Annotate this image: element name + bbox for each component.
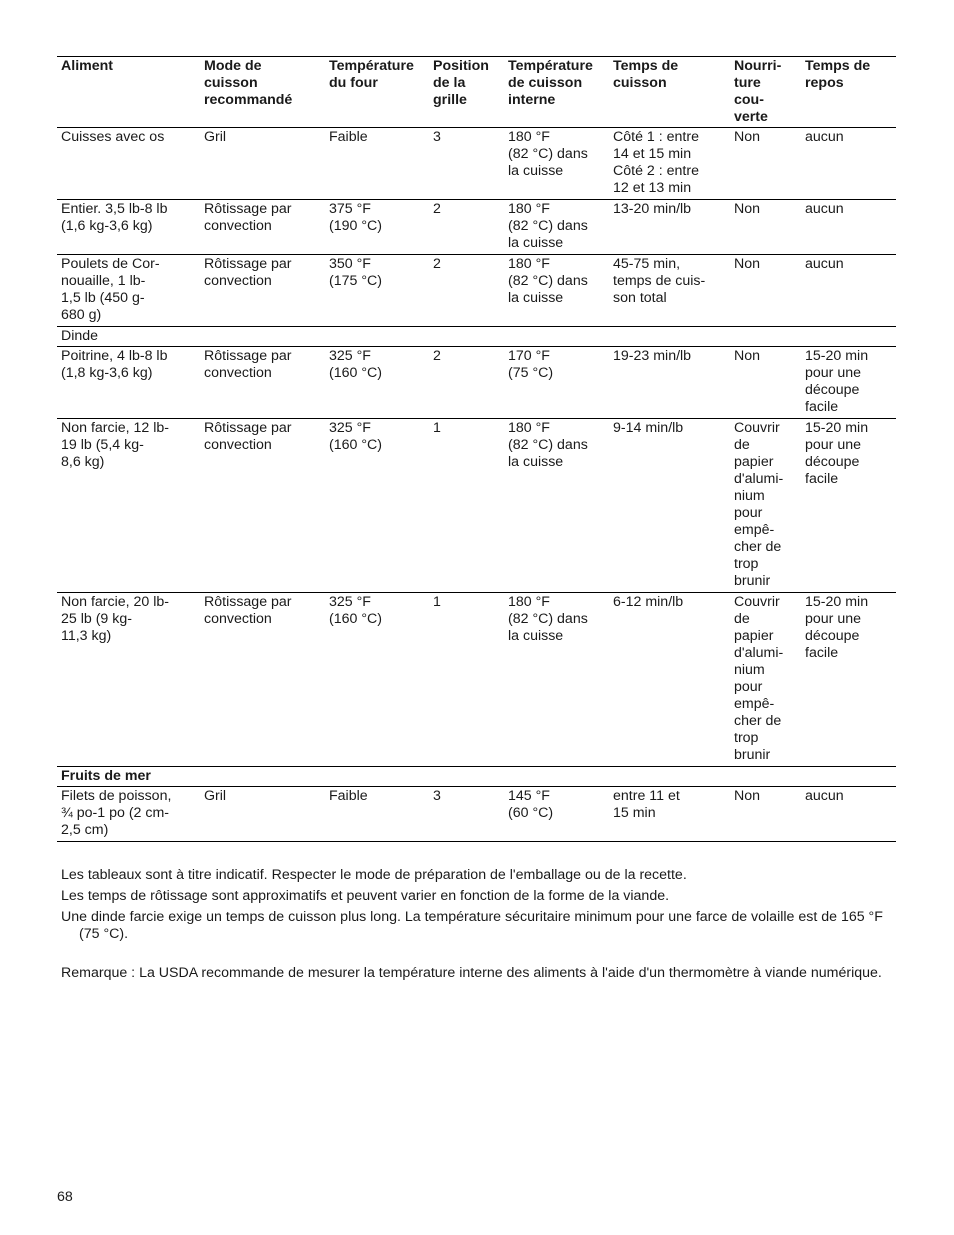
- table-cell: [801, 128, 896, 200]
- table-cell: [429, 419, 504, 593]
- table-cell: [200, 419, 325, 593]
- cell-text: Non: [734, 348, 761, 364]
- cell-text: Non: [734, 201, 761, 217]
- table-cell: [504, 593, 609, 767]
- cell-text: 1: [433, 594, 441, 610]
- cell-text: aucun: [805, 256, 844, 272]
- cell-text: 180 °F (82 °C) dans la cuisse: [508, 420, 588, 470]
- table-cell: [730, 347, 801, 419]
- cell-text: Non farcie, 20 lb- 25 lb (9 kg- 11,3 kg): [61, 594, 170, 644]
- column-header: [730, 57, 801, 128]
- section-row: [57, 767, 896, 787]
- table-cell: [57, 593, 200, 767]
- column-header: [429, 57, 504, 128]
- cell-text: Gril: [204, 129, 227, 145]
- cell-text: 325 °F (160 °C): [329, 420, 382, 453]
- table-cell: [57, 200, 200, 255]
- table-cell: [730, 593, 801, 767]
- table-cell: [730, 787, 801, 842]
- cell-text: Faible: [329, 129, 368, 145]
- table-cell: [325, 419, 429, 593]
- table-cell: [429, 593, 504, 767]
- table-cell: [325, 255, 429, 327]
- table-cell: [801, 255, 896, 327]
- table-cell: [609, 200, 730, 255]
- table-cell: [801, 593, 896, 767]
- note-text: Une dinde farcie exige un temps de cuisson plus long. La température sécuritaire minimum pour une farce de volaille est de 165 °F (75 °C).: [61, 909, 883, 942]
- page-number: 68: [57, 1189, 73, 1205]
- header-row: [57, 57, 896, 128]
- cell-text: 9-14 min/lb: [613, 420, 684, 436]
- section-label: Fruits de mer: [57, 767, 896, 787]
- column-header: [801, 57, 896, 128]
- table-row: [57, 419, 896, 593]
- table-cell: [504, 787, 609, 842]
- table-cell: [504, 128, 609, 200]
- cell-text: 19-23 min/lb: [613, 348, 692, 364]
- table-cell: [325, 593, 429, 767]
- table-cell: [504, 255, 609, 327]
- table-cell: [325, 347, 429, 419]
- cell-text: Poitrine, 4 lb-8 lb (1,8 kg-3,6 kg): [61, 348, 168, 381]
- column-header-label: Aliment: [61, 58, 114, 74]
- column-header-label: Temps de repos: [805, 58, 871, 91]
- cell-text: aucun: [805, 201, 844, 217]
- cell-text: Rôtissage par convection: [204, 420, 292, 453]
- table-cell: [200, 128, 325, 200]
- column-header: [325, 57, 429, 128]
- cell-text: Rôtissage par convection: [204, 256, 292, 289]
- column-header: [200, 57, 325, 128]
- cell-text: Cuisses avec os: [61, 129, 165, 145]
- table-cell: [504, 200, 609, 255]
- cell-text: 325 °F (160 °C): [329, 348, 382, 381]
- note-text: Les tableaux sont à titre indicatif. Respecter le mode de préparation de l'emballage ou de la recette.: [61, 867, 687, 883]
- table-cell: [730, 419, 801, 593]
- table-row: [57, 255, 896, 327]
- table-cell: [609, 787, 730, 842]
- table-cell: [57, 255, 200, 327]
- cell-text: 15-20 min pour une découpe facile: [805, 348, 869, 415]
- table-row: [57, 787, 896, 842]
- cell-text: 6-12 min/lb: [613, 594, 684, 610]
- table-cell: [325, 200, 429, 255]
- column-header-label: Nourri- ture cou- verte: [734, 58, 782, 125]
- cell-text: Non: [734, 788, 761, 804]
- table-cell: [609, 128, 730, 200]
- note-text: Les temps de rôtissage sont approximatifs et peuvent varier en fonction de la forme de la viande.: [61, 888, 670, 904]
- table-cell: [429, 128, 504, 200]
- table-cell: [801, 787, 896, 842]
- column-header: [504, 57, 609, 128]
- column-header: [57, 57, 200, 128]
- cell-text: Entier. 3,5 lb-8 lb (1,6 kg-3,6 kg): [61, 201, 168, 234]
- cell-text: 2: [433, 256, 441, 272]
- cell-text: aucun: [805, 129, 844, 145]
- table-cell: [57, 347, 200, 419]
- cell-text: Faible: [329, 788, 368, 804]
- cell-text: 2: [433, 348, 441, 364]
- cell-text: 15-20 min pour une découpe facile: [805, 420, 869, 487]
- cell-text: Poulets de Cor- nouaille, 1 lb- 1,5 lb (450 g- 680 g): [61, 256, 160, 323]
- column-header-label: Mode de cuisson recommandé: [204, 58, 293, 108]
- table-cell: [730, 255, 801, 327]
- section-label: Dinde: [57, 327, 896, 347]
- cell-text: 180 °F (82 °C) dans la cuisse: [508, 201, 588, 251]
- remark-text: Remarque : La USDA recommande de mesurer la température interne des aliments à l'aide d'un thermomètre à viande numérique.: [61, 965, 882, 981]
- cell-text: Non farcie, 12 lb- 19 lb (5,4 kg- 8,6 kg): [61, 420, 170, 470]
- table-row: [57, 128, 896, 200]
- table-cell: [801, 200, 896, 255]
- cell-text: Gril: [204, 788, 227, 804]
- cell-text: Rôtissage par convection: [204, 594, 292, 627]
- cell-text: 180 °F (82 °C) dans la cuisse: [508, 594, 588, 644]
- cell-text: 170 °F (75 °C): [508, 348, 554, 381]
- cell-text: Couvrir de papier d'alumi- nium pour empê- cher de trop brunir: [734, 420, 784, 589]
- table-row: [57, 200, 896, 255]
- table-cell: [325, 787, 429, 842]
- cell-text: 145 °F (60 °C): [508, 788, 554, 821]
- cell-text: Filets de poisson, ¾ po-1 po (2 cm- 2,5 cm): [61, 788, 172, 838]
- cell-text: Rôtissage par convection: [204, 348, 292, 381]
- table-cell: [609, 347, 730, 419]
- table-cell: [200, 255, 325, 327]
- table-row: [57, 593, 896, 767]
- table-cell: [57, 787, 200, 842]
- cell-text: 325 °F (160 °C): [329, 594, 382, 627]
- cell-text: 2: [433, 201, 441, 217]
- table-cell: [730, 128, 801, 200]
- cell-text: 15-20 min pour une découpe facile: [805, 594, 869, 661]
- table-cell: [200, 347, 325, 419]
- table-cell: [801, 419, 896, 593]
- cell-text: 45-75 min, temps de cuis- son total: [613, 256, 706, 306]
- cell-text: Non: [734, 256, 761, 272]
- table-header: [57, 57, 896, 128]
- cell-text: 180 °F (82 °C) dans la cuisse: [508, 256, 588, 306]
- table-row: [57, 347, 896, 419]
- cell-text: 350 °F (175 °C): [329, 256, 382, 289]
- cell-text: Couvrir de papier d'alumi- nium pour empê- cher de trop brunir: [734, 594, 784, 763]
- column-header: [609, 57, 730, 128]
- cell-text: aucun: [805, 788, 844, 804]
- table-cell: [609, 593, 730, 767]
- cell-text: entre 11 et 15 min: [613, 788, 680, 821]
- table-cell: [57, 128, 200, 200]
- table-cell: [325, 128, 429, 200]
- cell-text: 13-20 min/lb: [613, 201, 692, 217]
- cell-text: 3: [433, 788, 441, 804]
- section-row: [57, 327, 896, 347]
- table-cell: [609, 255, 730, 327]
- table-cell: [801, 347, 896, 419]
- cell-text: Côté 1 : entre 14 et 15 min Côté 2 : entre 12 et 13 min: [613, 129, 699, 196]
- cell-text: 180 °F (82 °C) dans la cuisse: [508, 129, 588, 179]
- table-cell: [429, 347, 504, 419]
- table-cell: [504, 419, 609, 593]
- cooking-table: [57, 56, 896, 842]
- table-cell: [200, 787, 325, 842]
- cell-text: 3: [433, 129, 441, 145]
- column-header-label: Position de la grille: [433, 58, 489, 108]
- cell-text: Non: [734, 129, 761, 145]
- table-cell: [57, 419, 200, 593]
- column-header-label: Temps de cuisson: [613, 58, 679, 91]
- table-cell: [504, 347, 609, 419]
- table-cell: [730, 200, 801, 255]
- cell-text: Rôtissage par convection: [204, 201, 292, 234]
- table-cell: [609, 419, 730, 593]
- table-cell: [200, 593, 325, 767]
- table-cell: [429, 200, 504, 255]
- table-cell: [429, 787, 504, 842]
- column-header-label: Température du four: [329, 58, 414, 91]
- table-cell: [429, 255, 504, 327]
- table-cell: [200, 200, 325, 255]
- column-header-label: Température de cuisson interne: [508, 58, 593, 108]
- cell-text: 375 °F (190 °C): [329, 201, 382, 234]
- table-body: [57, 128, 896, 842]
- notes-section: [61, 867, 896, 986]
- cell-text: 1: [433, 420, 441, 436]
